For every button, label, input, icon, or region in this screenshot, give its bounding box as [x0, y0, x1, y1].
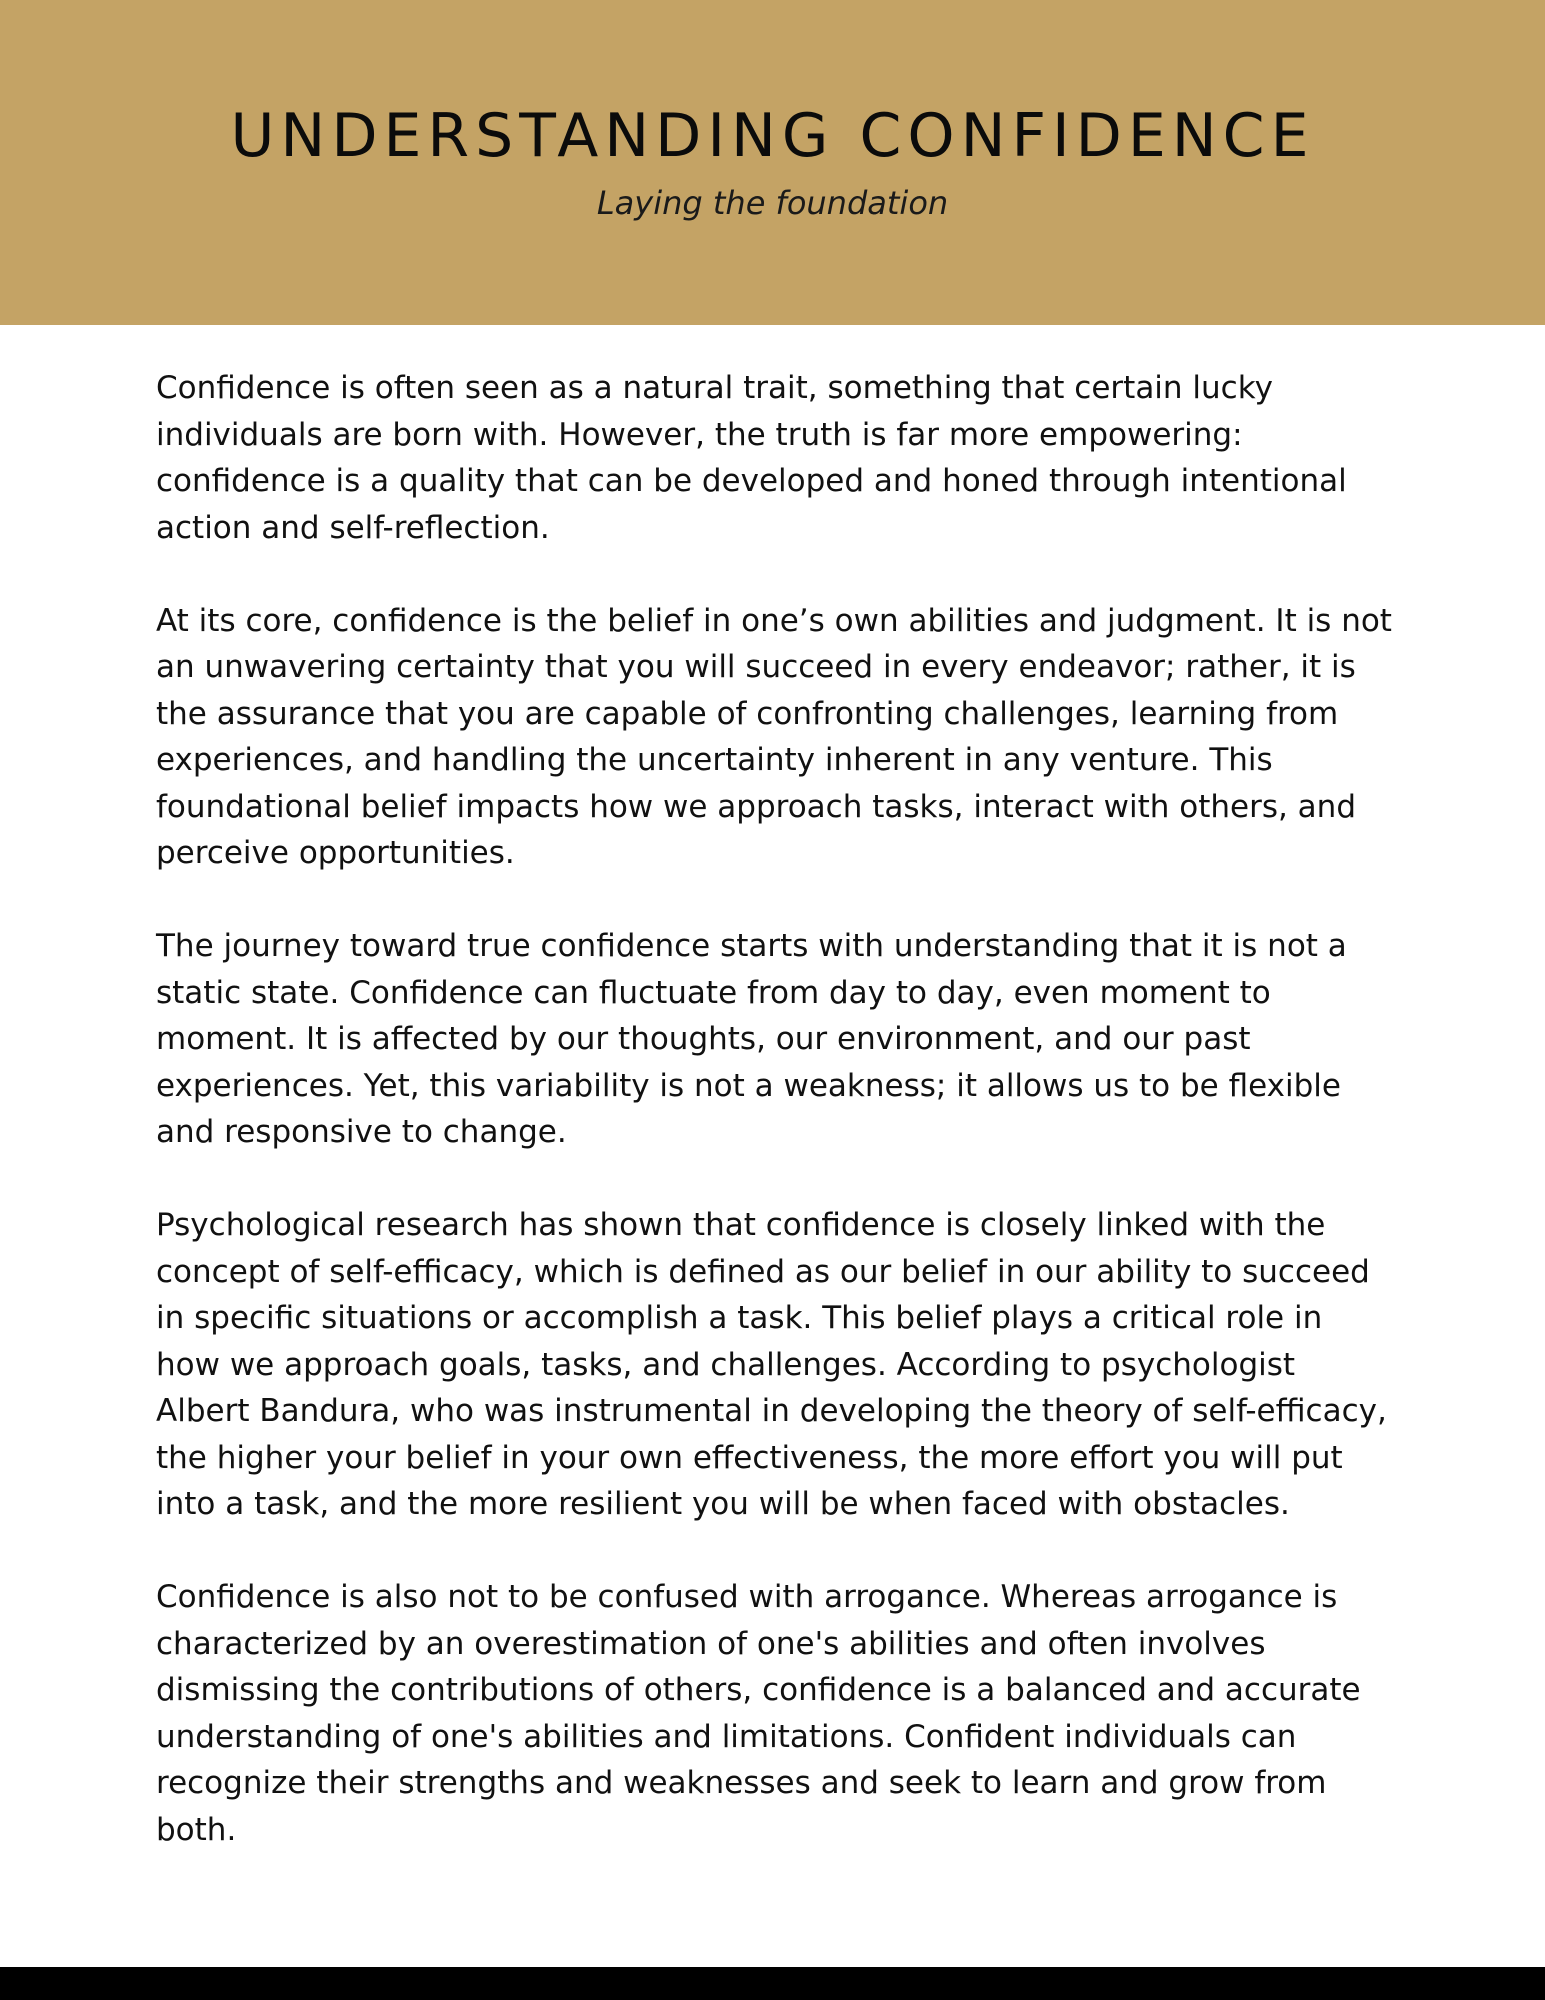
body-paragraph: Confidence is often seen as a natural trait, something that certain lucky individuals are born with. However, the truth is far more empowering: confidence is a quality that can be developed and honed through intentional action and self-reflection.: [156, 370, 1347, 546]
page-title: UNDERSTANDING CONFIDENCE: [230, 101, 1315, 171]
page-subtitle: Laying the foundation: [596, 184, 949, 222]
body-paragraph: Psychological research has shown that confidence is closely linked with the concept of self-efficacy, which is defined as our belief in our ability to succeed in specific situations or accomplish a task. This belief plays a critical role in how we approach goals, tasks, and challenges. According to psychologist Albert Bandura, who was instrumental in developing the theory of self-efficacy, the higher your belief in your own effectiveness, the more effort you will put into a task, and the more resilient you will be when faced with obstacles.: [156, 1207, 1387, 1522]
body-paragraph: Confidence is also not to be confused with arrogance. Whereas arrogance is characterized by an overestimation of one's abilities and often involves dismissing the contributions of others, confidence is a balanced and accurate understanding of one's abilities and limitations. Confident individuals can recognize their strengths and weaknesses and seek to learn and grow from both.: [156, 1579, 1361, 1848]
footer-band: [0, 1967, 1545, 2000]
header-band: [0, 0, 1545, 325]
body-paragraph: The journey toward true confidence starts with understanding that it is not a static state. Confidence can fluctuate from day to day, even moment to moment. It is affected by our thoughts, our environment, and our past experiences. Yet, this variability is not a weakness; it allows us to be flexible and responsive to change.: [156, 928, 1347, 1150]
body-paragraph: At its core, confidence is the belief in one’s own abilities and judgment. It is not an unwavering certainty that you will succeed in every endeavor; rather, it is the assurance that you are capable of confronting challenges, learning from experiences, and handling the uncertainty inherent in any venture. This foundational belief impacts how we approach tasks, interact with others, and perceive opportunities.: [156, 602, 1392, 871]
body-content: [156, 365, 1396, 1900]
